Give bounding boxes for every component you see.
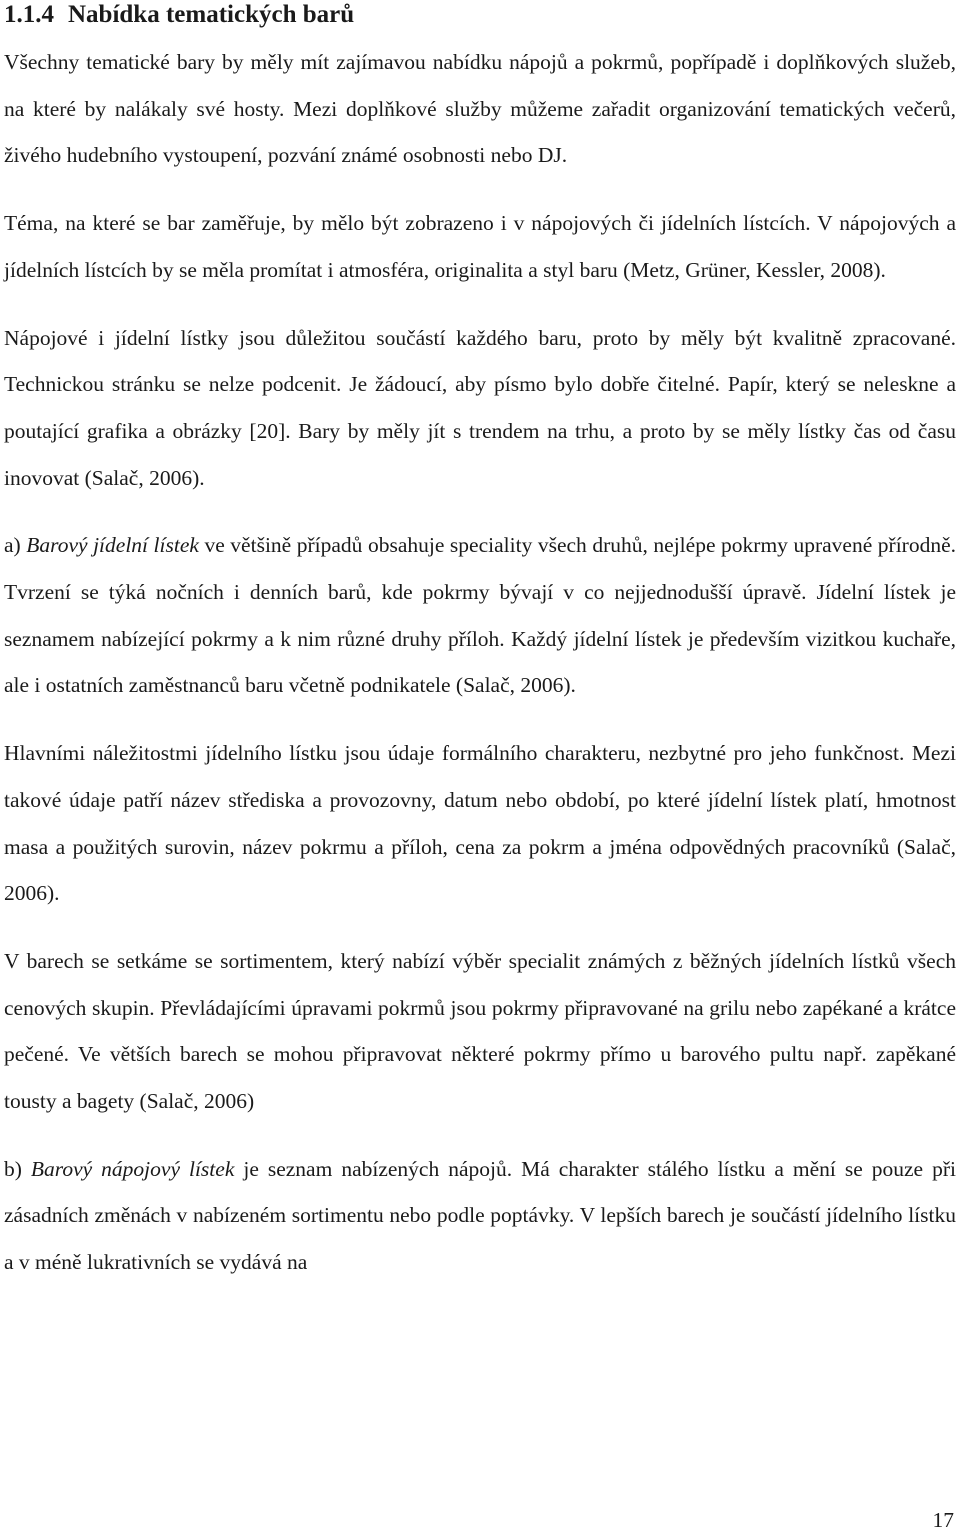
paragraph-1: Všechny tematické bary by měly mít zajímavou nabídku nápojů a pokrmů, popřípadě i doplňkových služeb, na které by nalákaly své hosty. Mezi doplňkové služby můžeme zařadit organizování tematických večerů, živého hudebního vystoupení, pozvání známé osobnosti nebo DJ. [4, 50, 956, 168]
term-bar-food-menu: Barový jídelní lístek [26, 533, 199, 558]
paragraph-6: V barech se setkáme se sortimentem, který nabízí výběr specialit známých z běžných jídelních lístků všech cenových skupin. Převládajícími úpravami pokrmů jsou pokrmy připravované na grilu nebo zapékané a krátce pečené. Ve větších barech se mohou připravovat některé pokrmy přímo u barového pultu např. zapěkané tousty a bagety (Salač, 2006) [4, 948, 956, 1114]
paragraph-7 [4, 1146, 956, 1286]
paragraph-2: Téma, na které se bar zaměřuje, by mělo být zobrazeno i v nápojových či jídelních lístcích. V nápojových a jídelních lístcích by se měla promítat i atmosféra, originalita a styl baru (Metz, Grüner, Kessler, 2008). [4, 211, 956, 282]
list-label-b: b) [4, 1156, 31, 1181]
section-heading [4, 0, 956, 30]
section-number: 1.1.4 [4, 1, 54, 28]
page-number: 17 [932, 1508, 954, 1532]
list-label-a: a) [4, 533, 27, 558]
paragraph-7-text: je seznam nabízených nápojů. Má charakter stálého lístku a mění se pouze při zásadních změnách v nabízeném sortimentu nebo podle poptávky. V lepších barech je součástí jídelního lístku a v méně lukrativních se vydává na [4, 1156, 956, 1275]
paragraph-4-text: ve většině případů obsahuje speciality všech druhů, nejlépe pokrmy upravené přírodně. Tvrzení se týká nočních i denních barů, kde pokrmy bývají v co nejjednodušší úpravě. Jídelní lístek je seznamem nabízející pokrmy a k nim různé druhy příloh. Každý jídelní lístek je především vizitkou kuchaře, ale i ostatních zaměstnanců baru včetně podnikatele (Salač, 2006). [4, 533, 956, 698]
paragraph-4 [4, 522, 956, 709]
document-page [4, 0, 956, 1286]
term-bar-drinks-menu: Barový nápojový lístek [30, 1156, 235, 1181]
paragraph-3: Nápojové i jídelní lístky jsou důležitou součástí každého baru, proto by měly být kvalitně zpracované. Technickou stránku se nelze podcenit. Je žádoucí, aby písmo bylo dobře čitelné. Papír, který se neleskne a poutající grafika a obrázky [20]. Bary by měly jít s trendem na trhu, a proto by se měly lístky čas od času inovovat (Salač, 2006). [4, 325, 956, 490]
section-title: Nabídka tematických barů [68, 1, 355, 28]
paragraph-5: Hlavními náležitostmi jídelního lístku jsou údaje formálního charakteru, nezbytné pro jeho funkčnost. Mezi takové údaje patří název střediska a provozovny, datum nebo období, po které jídelní lístek platí, hmotnost masa a použitých surovin, název pokrmu a příloh, cena za pokrm a jména odpovědných pracovníků (Salač, 2006). [4, 741, 956, 906]
